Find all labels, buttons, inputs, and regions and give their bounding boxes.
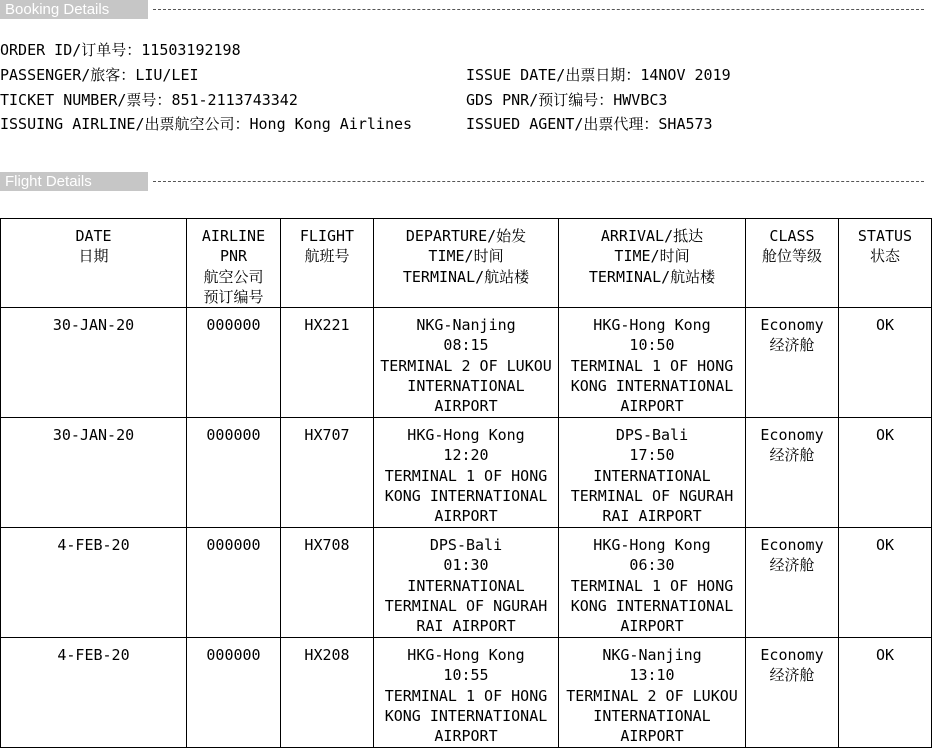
flight-details-table <box>0 218 932 748</box>
issuing-airline-label: ISSUING AIRLINE/出票航空公司： <box>0 115 250 133</box>
issue-date-label: ISSUE DATE/出票日期： <box>466 66 641 84</box>
cell-arrival: HKG-Hong Kong 10:50 TERMINAL 1 OF HONG KONG INTERNATIONAL AIRPORT <box>559 308 746 418</box>
ticket-number-value: 851-2113743342 <box>171 91 298 109</box>
header-arrival: ARRIVAL/抵达 TIME/时间 TERMINAL/航站楼 <box>559 219 746 308</box>
table-row <box>1 418 932 528</box>
booking-details-divider <box>153 9 924 10</box>
issue-date-line <box>466 66 731 84</box>
header-flight: FLIGHT 航班号 <box>281 219 374 308</box>
cell-airline-pnr: 000000 <box>187 528 281 638</box>
cell-class: Economy 经济舱 <box>746 638 839 748</box>
table-row <box>1 308 932 418</box>
order-id-value: 11503192198 <box>141 41 241 59</box>
cell-flight: HX708 <box>281 528 374 638</box>
passenger-value: LIU/LEI <box>135 66 199 84</box>
issued-agent-line <box>466 115 713 133</box>
issuing-airline-value: Hong Kong Airlines <box>249 115 413 133</box>
cell-class: Economy 经济舱 <box>746 418 839 528</box>
passenger-line <box>0 66 199 84</box>
header-class: CLASS 舱位等级 <box>746 219 839 308</box>
flight-details-divider <box>153 181 924 182</box>
cell-departure: NKG-Nanjing 08:15 TERMINAL 2 OF LUKOU INTERNATIONAL AIRPORT <box>374 308 559 418</box>
cell-class: Economy 经济舱 <box>746 528 839 638</box>
cell-status: OK <box>839 638 932 748</box>
header-airline-pnr: AIRLINE PNR 航空公司 预订编号 <box>187 219 281 308</box>
gds-pnr-value: HWVBC3 <box>613 91 668 109</box>
cell-status: OK <box>839 418 932 528</box>
issue-date-value: 14NOV 2019 <box>640 66 731 84</box>
cell-departure: DPS-Bali 01:30 INTERNATIONAL TERMINAL OF NGURAH RAI AIRPORT <box>374 528 559 638</box>
gds-pnr-line <box>466 91 667 109</box>
cell-flight: HX221 <box>281 308 374 418</box>
order-id-line <box>0 41 241 59</box>
cell-airline-pnr: 000000 <box>187 418 281 528</box>
header-departure: DEPARTURE/始发 TIME/时间 TERMINAL/航站楼 <box>374 219 559 308</box>
table-row <box>1 638 932 748</box>
header-date: DATE 日期 <box>1 219 187 308</box>
cell-arrival: DPS-Bali 17:50 INTERNATIONAL TERMINAL OF NGURAH RAI AIRPORT <box>559 418 746 528</box>
header-status: STATUS 状态 <box>839 219 932 308</box>
ticket-number-line <box>0 91 298 109</box>
cell-date: 30-JAN-20 <box>1 418 187 528</box>
cell-departure: HKG-Hong Kong 10:55 TERMINAL 1 OF HONG KONG INTERNATIONAL AIRPORT <box>374 638 559 748</box>
cell-status: OK <box>839 528 932 638</box>
cell-arrival: NKG-Nanjing 13:10 TERMINAL 2 OF LUKOU INTERNATIONAL AIRPORT <box>559 638 746 748</box>
ticket-number-label: TICKET NUMBER/票号： <box>0 91 172 109</box>
gds-pnr-label: GDS PNR/预订编号： <box>466 91 614 109</box>
cell-class: Economy 经济舱 <box>746 308 839 418</box>
flight-details-header <box>0 172 930 191</box>
cell-departure: HKG-Hong Kong 12:20 TERMINAL 1 OF HONG KONG INTERNATIONAL AIRPORT <box>374 418 559 528</box>
cell-airline-pnr: 000000 <box>187 308 281 418</box>
cell-date: 4-FEB-20 <box>1 528 187 638</box>
issued-agent-value: SHA573 <box>658 115 713 133</box>
table-header-row <box>1 219 932 308</box>
flight-details-title: Flight Details <box>0 172 148 191</box>
issuing-airline-line <box>0 115 412 133</box>
cell-status: OK <box>839 308 932 418</box>
cell-date: 4-FEB-20 <box>1 638 187 748</box>
booking-details-title: Booking Details <box>0 0 148 19</box>
order-id-label: ORDER ID/订单号： <box>0 41 142 59</box>
issued-agent-label: ISSUED AGENT/出票代理： <box>466 115 659 133</box>
cell-flight: HX208 <box>281 638 374 748</box>
cell-date: 30-JAN-20 <box>1 308 187 418</box>
cell-airline-pnr: 000000 <box>187 638 281 748</box>
passenger-label: PASSENGER/旅客： <box>0 66 136 84</box>
cell-arrival: HKG-Hong Kong 06:30 TERMINAL 1 OF HONG KONG INTERNATIONAL AIRPORT <box>559 528 746 638</box>
cell-flight: HX707 <box>281 418 374 528</box>
booking-details-header <box>0 0 930 19</box>
table-row <box>1 528 932 638</box>
